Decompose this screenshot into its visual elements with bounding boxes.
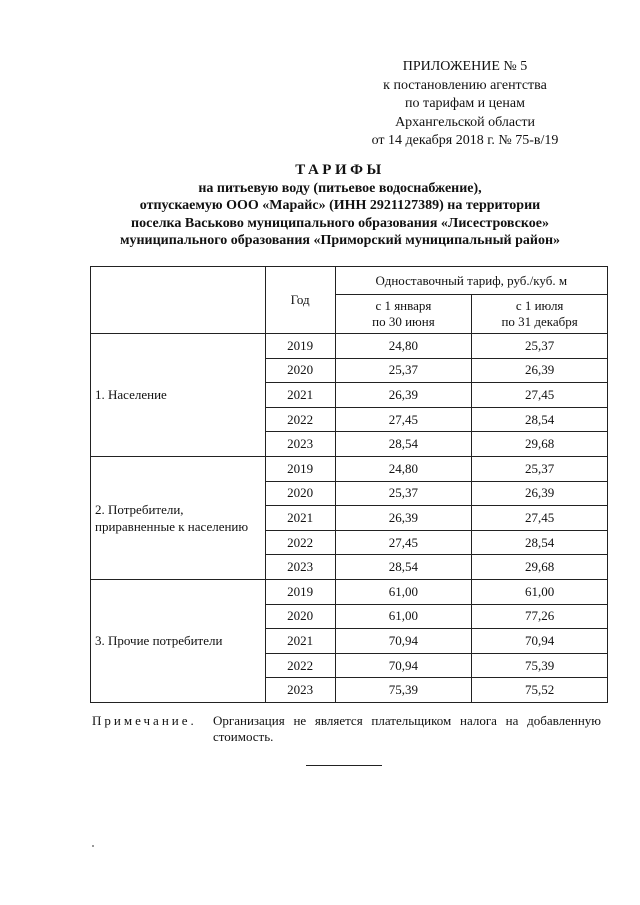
tariff-h2-cell: 61,00 — [472, 579, 608, 604]
tariff-h2-cell: 25,37 — [472, 334, 608, 359]
tariff-h2-cell: 26,39 — [472, 358, 608, 383]
year-cell: 2022 — [265, 653, 335, 678]
table-row — [91, 456, 608, 481]
tariff-h2-cell: 25,37 — [472, 456, 608, 481]
appendix-line: по тарифам и ценам — [405, 96, 525, 111]
year-cell: 2019 — [265, 456, 335, 481]
tariff-h1-cell: 28,54 — [335, 555, 472, 580]
tariff-h2-cell: 28,54 — [472, 530, 608, 555]
tariff-h1-cell: 24,80 — [335, 456, 472, 481]
year-cell: 2021 — [265, 383, 335, 408]
tariff-h1-cell: 26,39 — [335, 506, 472, 531]
table-row — [91, 579, 608, 604]
year-cell: 2019 — [265, 334, 335, 359]
tariff-h1-cell: 24,80 — [335, 334, 472, 359]
tariff-h1-cell: 26,39 — [335, 383, 472, 408]
tariff-h2-cell: 27,45 — [472, 383, 608, 408]
tariff-h1-cell: 28,54 — [335, 432, 472, 457]
appendix-date: от 14 декабря 2018 г. № 75-в/19 — [371, 133, 559, 148]
year-cell: 2022 — [265, 407, 335, 432]
year-cell: 2021 — [265, 629, 335, 654]
period2-header: с 1 июля по 31 декабря — [472, 295, 608, 334]
tariff-h2-cell: 27,45 — [472, 506, 608, 531]
year-cell: 2019 — [265, 579, 335, 604]
title-line: поселка Васьково муниципального образования «Лисестровское» — [131, 215, 549, 231]
scan-mark — [92, 845, 94, 847]
tariff-h2-cell: 26,39 — [472, 481, 608, 506]
tariff-h1-cell: 70,94 — [335, 629, 472, 654]
appendix-line: Архангельской области — [395, 114, 535, 130]
tariff-h1-cell: 70,94 — [335, 653, 472, 678]
tariff-h1-cell: 27,45 — [335, 407, 472, 432]
tariff-h2-cell: 29,68 — [472, 432, 608, 457]
tariff-h2-cell: 75,39 — [472, 653, 608, 678]
tariff-h2-cell: 77,26 — [472, 604, 608, 629]
consumer-group-cell: 3. Прочие потребители — [91, 579, 266, 702]
divider-line — [306, 765, 382, 766]
tariff-h1-cell: 61,00 — [335, 579, 472, 604]
year-cell: 2021 — [265, 506, 335, 531]
tariff-h2-cell: 28,54 — [472, 407, 608, 432]
tariff-header: Одноставочный тариф, руб./куб. м — [335, 267, 607, 295]
tariff-h2-cell: 70,94 — [472, 629, 608, 654]
tariff-h2-cell: 29,68 — [472, 555, 608, 580]
year-header: Год — [265, 267, 335, 334]
table-header-row — [91, 267, 608, 295]
consumer-group-cell: 1. Население — [91, 334, 266, 457]
consumer-group-cell: 2. Потребители, приравненные к населению — [91, 456, 266, 579]
period1-header: с 1 января по 30 июня — [335, 295, 472, 334]
table-row — [91, 334, 608, 359]
tariff-table — [90, 266, 608, 703]
tariff-h1-cell: 25,37 — [335, 481, 472, 506]
note-text: Организация не является плательщиком налога на добавленную стоимость. — [213, 713, 601, 744]
year-cell: 2020 — [265, 481, 335, 506]
title-line: на питьевую воду (питьевое водоснабжение), — [198, 180, 482, 196]
year-cell: 2020 — [265, 358, 335, 383]
tariff-h1-cell: 27,45 — [335, 530, 472, 555]
title-main: ТАРИФЫ — [295, 162, 385, 178]
document-title — [60, 162, 620, 250]
header-blank-cell — [91, 267, 266, 334]
tariff-h1-cell: 61,00 — [335, 604, 472, 629]
tariff-h1-cell: 75,39 — [335, 678, 472, 703]
note-label: Примечание. — [92, 713, 197, 728]
appendix-line: к постановлению агентства — [383, 77, 547, 93]
title-line: отпускаемую ООО «Марайс» (ИНН 2921127389) на территории — [139, 198, 541, 213]
appendix-number: ПРИЛОЖЕНИЕ № 5 — [402, 59, 528, 74]
year-cell: 2023 — [265, 555, 335, 580]
year-cell: 2023 — [265, 678, 335, 703]
appendix-header — [330, 58, 600, 151]
year-cell: 2023 — [265, 432, 335, 457]
year-cell: 2020 — [265, 604, 335, 629]
tariff-h1-cell: 25,37 — [335, 358, 472, 383]
title-line: муниципального образования «Приморский муниципальный район» — [119, 233, 561, 248]
year-cell: 2022 — [265, 530, 335, 555]
tariff-h2-cell: 75,52 — [472, 678, 608, 703]
